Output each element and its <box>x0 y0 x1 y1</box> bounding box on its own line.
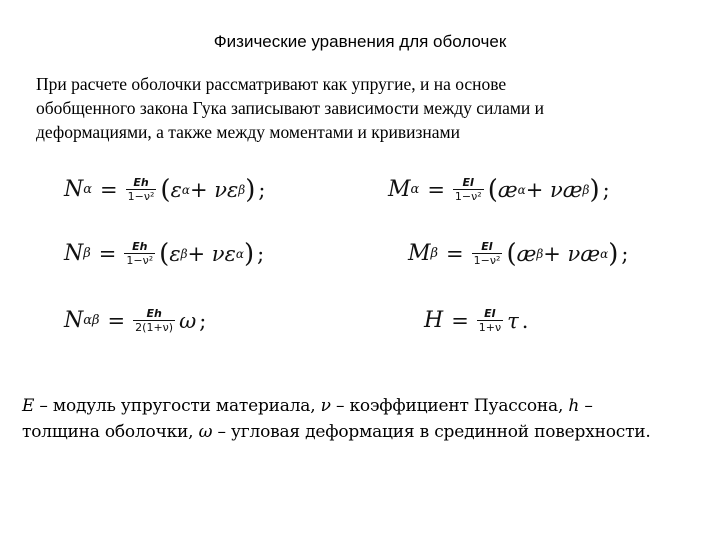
close-paren: ) <box>608 238 619 269</box>
legend-text: толщина оболочки, <box>22 422 199 442</box>
term-b: ε <box>227 177 239 202</box>
term-a: æ <box>516 241 537 266</box>
legend-text: – <box>579 396 593 416</box>
open-paren: ( <box>159 238 170 269</box>
intro-line: обобщенного закона Гука записывают зависимости между силами и <box>36 98 545 118</box>
symbol-h: h <box>568 396 580 416</box>
fraction-numerator: Eh <box>146 307 162 320</box>
formula-lhs: M <box>388 177 411 202</box>
formula-body <box>171 178 246 202</box>
formula-body: τ <box>507 308 519 333</box>
formula-lhs: N <box>64 308 84 333</box>
fraction-denominator: 1−ν² <box>454 190 482 203</box>
formula-m-beta <box>408 240 628 267</box>
fraction-numerator: EI <box>484 307 496 320</box>
operator: + ν <box>525 177 563 202</box>
legend-paragraph <box>22 393 692 445</box>
equals-sign: = <box>100 177 118 202</box>
close-paren: ) <box>589 174 600 205</box>
term-a-sub: α <box>181 182 190 197</box>
legend-text: – угловая деформация в срединной поверхности. <box>212 422 651 442</box>
intro-line: деформациями, а также между моментами и кривизнами <box>36 122 460 142</box>
term-a: ε <box>170 177 182 202</box>
formula-lhs: H <box>424 308 444 333</box>
formula-tail: ; <box>199 308 207 333</box>
equals-sign: = <box>451 308 469 333</box>
formula-h <box>424 307 528 334</box>
formula-tail: ; <box>621 241 629 266</box>
formula-m-alpha <box>388 176 610 203</box>
formula-body: ω <box>179 308 197 333</box>
fraction <box>472 240 503 267</box>
equals-sign: = <box>446 241 464 266</box>
term-a: æ <box>497 177 518 202</box>
symbol-nu: ν <box>320 396 331 416</box>
term-b: æ <box>580 241 601 266</box>
open-paren: ( <box>160 174 171 205</box>
fraction-numerator: EI <box>481 240 493 253</box>
legend-text: – модуль упругости материала, <box>34 396 321 416</box>
formula-tail: ; <box>257 241 265 266</box>
legend-line <box>22 393 692 419</box>
term-a-sub: α <box>517 182 526 197</box>
equals-sign: = <box>98 241 117 266</box>
formula-tail: ; <box>602 177 610 202</box>
term-b-sub: α <box>235 246 244 261</box>
close-paren: ) <box>243 238 255 269</box>
symbol-e: E <box>22 396 35 416</box>
term-a-sub: β <box>180 246 188 261</box>
open-paren: ( <box>487 174 498 205</box>
slide-title: Физические уравнения для оболочек <box>213 32 507 51</box>
formula-lhs-sub: β <box>83 246 91 261</box>
fraction-numerator: Eh <box>133 176 149 189</box>
formula-lhs: N <box>64 177 84 202</box>
formula-body <box>169 242 244 266</box>
term-b-sub: β <box>582 182 590 197</box>
formula-body <box>517 242 609 266</box>
fraction <box>124 240 155 267</box>
fraction-numerator: Eh <box>132 240 148 253</box>
formula-n-alpha <box>64 176 265 203</box>
fraction <box>133 307 175 334</box>
equals-sign: = <box>107 308 126 333</box>
close-paren: ) <box>245 174 256 205</box>
formula-lhs: N <box>64 241 84 266</box>
formula-body <box>498 178 590 202</box>
symbol-omega: ω <box>198 422 213 442</box>
intro-paragraph <box>36 72 676 144</box>
fraction-denominator: 1−ν² <box>127 190 155 203</box>
fraction-denominator: 2(1+ν) <box>135 321 174 334</box>
legend-text: – коэффициент Пуассона, <box>330 396 569 416</box>
fraction-denominator: 1−ν² <box>126 254 154 267</box>
formula-lhs: M <box>408 241 431 266</box>
fraction <box>126 176 157 203</box>
formula-lhs-sub: αβ <box>83 313 100 328</box>
formula-n-alphabeta <box>64 307 206 334</box>
term-b-sub: β <box>238 182 246 197</box>
fraction-denominator: 1−ν² <box>473 254 501 267</box>
operator: + ν <box>189 177 228 202</box>
fraction-numerator: EI <box>462 176 475 189</box>
formula-lhs-sub: α <box>410 182 420 197</box>
operator: + ν <box>187 241 225 266</box>
legend-line <box>22 419 692 445</box>
open-paren: ( <box>506 238 517 269</box>
formula-tail: ; <box>258 177 266 202</box>
formula-n-beta <box>64 240 264 267</box>
term-b: æ <box>562 177 583 202</box>
equals-sign: = <box>427 177 445 202</box>
fraction-denominator: 1+ν <box>478 321 502 334</box>
term-a: ε <box>169 241 181 266</box>
term-b: ε <box>224 241 236 266</box>
formula-tail: . <box>521 308 529 333</box>
intro-line: При расчете оболочки рассматривают как упругие, и на основе <box>36 74 507 94</box>
formula-lhs-sub: β <box>430 246 439 261</box>
term-a-sub: β <box>536 246 544 261</box>
fraction <box>477 307 503 334</box>
fraction <box>453 176 484 203</box>
formula-lhs-sub: α <box>83 182 93 197</box>
operator: + ν <box>543 241 581 266</box>
term-b-sub: α <box>600 246 609 261</box>
